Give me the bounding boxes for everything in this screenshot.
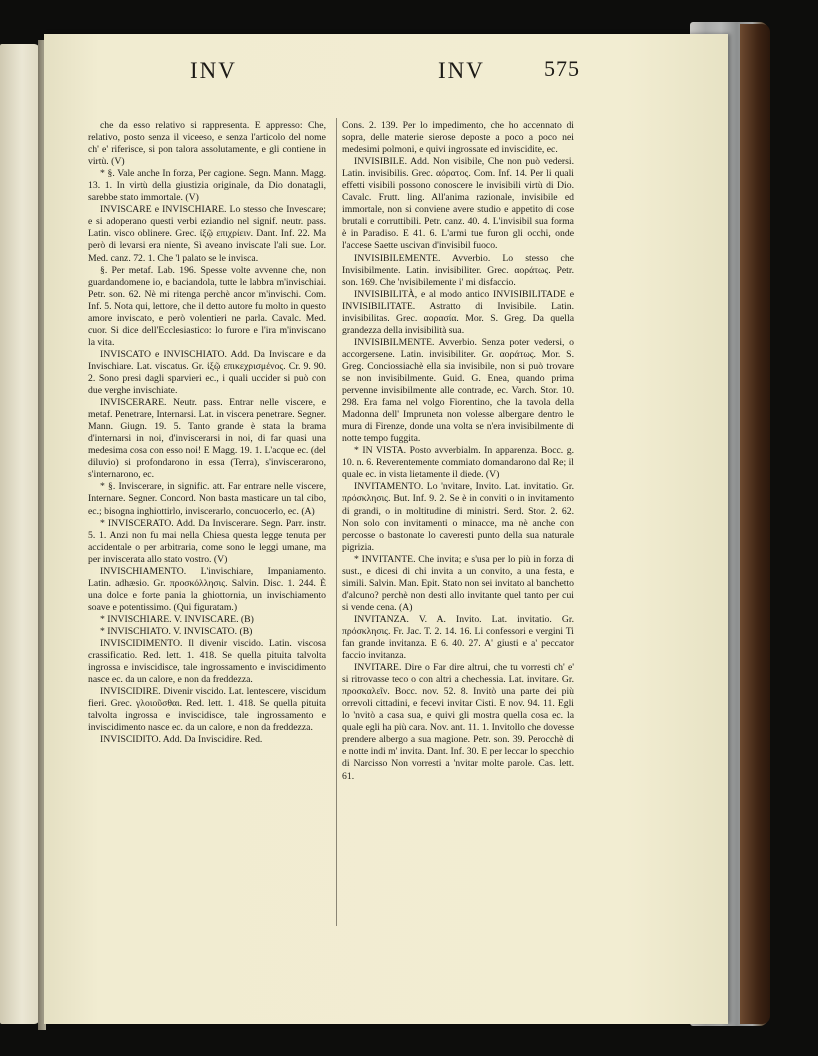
page-number: 575	[544, 56, 580, 81]
running-head-left: INV	[190, 58, 237, 83]
dictionary-entry: INVITAMENTO. Lo 'nvitare, Invito. Lat. invitatio. Gr. πρόσκλησις. But. Inf. 9. 2. Se è in conviti o in invitamento di grandi, o in moltitudine di ministri. Serd. Stor. 2. 62. Non solo con invitamenti o minacce, ma nè anche con percosse o bastonate lo caveresti punto della sua naturale pigrizia.	[342, 481, 574, 553]
dictionary-entry: INVISCIDIMENTO. Il divenir viscido. Latin. viscosa crassificatio. Red. lett. 1. 418. Se quella pituita talvolta ingrossa e inviscidisce, tale ingrossamento e inviscidimento nasce ec. da un calore, e non da freddezza.	[88, 638, 326, 686]
dictionary-entry: * INVITANTE. Che invita; e s'usa per lo più in forza di sust., e dicesi di chi invita a un convito, a una festa, e simili. Salvin. Man. Epit. Stato non sei invitato al banchetto d'alcuno? perchè non desti allo invitante quel tanto per cui si vende cena. (A)	[342, 553, 574, 613]
dictionary-entry: INVISCIDIRE. Divenir viscido. Lat. lentescere, viscidum fieri. Grec. γλοιοῦσθαι. Red. lett. 1. 418. Se quella pituita talvolta ingrossa e inviscidisce, tale ingrossamento e inviscidimento nasce ec. da un calore, e non da freddezza.	[88, 686, 326, 734]
column-rule	[336, 118, 337, 926]
dictionary-entry: INVITARE. Dire o Far dire altrui, che tu vorresti ch' e' si ritrovasse teco o con altri a chechessia. Lat. invitare. Gr. προσκαλεῖν. Bocc. nov. 52. 8. Invitò una parte dei più orrevoli cittadini, e fecevi invitar Cisti. E nov. 94. 11. Egli lo 'nvitò a casa sua, e quivi gli mostra quella cosa ec. la quale egli ha più cara. Nov. ant. 11. 1. Invitollo che dovesse prendere albergo a sua magione. Petr. son. 39. Perocchè di e notte indi m' invita. Dant. Inf. 30. E per leccar lo specchio di Narcisso Non vorresti a 'nvitar molte parole. Cas. lett. 61.	[342, 662, 574, 782]
dictionary-entry: * INVISCHIARE. V. INVISCARE. (B)	[100, 613, 254, 625]
dictionary-entry: INVISCHIAMENTO. L'invischiare, Impaniamento. Latin. adhæsio. Gr. προσκόλλησις. Salvin. Disc. 1. 244. È una dolce e forte pania la ghiottornia, un invischiamento soave e potentissimo. (Qui figuratam.)	[88, 565, 326, 613]
dictionary-entry: INVISCARE e INVISCHIARE. Lo stesso che Invescare; e si adoperano questi verbi eziandio nel signif. neutr. pass. Latin. visco oblinere. Grec. ἰξῷ επιχρίειν. Dant. Inf. 22. Ma però di levarsi era niente, Sì aveano inviscate l'ali sue. Lor. Med. canz. 72. 1. Che 'l palato se le invisca.	[88, 204, 326, 264]
dictionary-entry: INVISIBILEMENTE. Avverbio. Lo stesso che Invisibilmente. Latin. invisibiliter. Grec. αοράτως. Petr. son. 169. Che 'nvisibilemente i' mi disfaccio.	[342, 252, 574, 288]
dictionary-entry: Cons. 2. 139. Per lo impedimento, che ho accennato di sopra, delle materie sierose deposte a poco a poco nei medesimi polmoni, e quivi ingrossate ed inviscidite, ec.	[342, 120, 574, 156]
right-column	[342, 120, 574, 940]
dictionary-entry: INVISCIDITO. Add. Da Inviscidire. Red.	[100, 734, 263, 746]
left-column	[88, 120, 326, 940]
book-cover	[740, 24, 770, 1024]
dictionary-entry: INVISCATO e INVISCHIATO. Add. Da Inviscare e da Invischiare. Lat. viscatus. Gr. ἰξῷ επικεχρισμένος. Cr. 9. 90. 2. Sono presi dagli sparvieri ec., i quali uccider si può con due verghe invischiate.	[88, 348, 326, 397]
running-head-right: INV	[438, 58, 485, 83]
dictionary-entry: INVITANZA. V. A. Invito. Lat. invitatio. Gr. πρόσκλησις. Fr. Jac. T. 2. 14. 16. Li confessori e vergini Ti fan grande invitanza. E 6. 40. 27. A' giusti e a' peccator faccio invitanza.	[342, 613, 574, 662]
dictionary-entry: §. Per metaf. Lab. 196. Spesse volte avvenne che, non guardandomene io, e baciandola, tutte le labbra m'invischiai. Petr. son. 62. Nè mi ritenga perchè ancor m'invischi. Com. Inf. 5. Nota qui, lettore, che il detto autore fu molto in questo amore inviscato, e però volentieri ne parla. Cavalc. Med. cuor. Si dice dell'Ecclesiastico: lo furore e l'ira m'inviscano la vita.	[88, 264, 326, 348]
dictionary-entry: * IN VISTA. Posto avverbialm. In apparenza. Bocc. g. 10. n. 6. Reverentemente commiato domandarono dal Re; il quale ec. in vista lietamente il diede. (V)	[342, 445, 574, 481]
dictionary-entry: INVISIBILMENTE. Avverbio. Senza poter vedersi, o accorgersene. Latin. invisibiliter. Gr. αοράτως. Mor. S. Greg. Conciossiachè ella sia invisibile, non si può trovare se non invisibilmente. Guid. G. Enea, quando prima pervenne invisibilmente alle contrade, ec. Varch. Stor. 10. 298. Era fama nel volgo Fiorentino, che la tavola della Madonna dell' Impruneta non volesse albergare dentro le mura di Firenze, donde una volta se n'era invisibilmente di notte tempo fuggita.	[342, 336, 574, 445]
left-page-edge	[0, 44, 40, 1024]
dictionary-entry: INVISIBILITÀ, e al modo antico INVISIBILITADE e INVISIBILITATE. Astratto di Invisibile. Latin. invisibilitas. Grec. αορασία. Mor. S. Greg. Da quella grandezza della invisibilità sua.	[342, 288, 574, 336]
dictionary-entry: * INVISCHIATO. V. INVISCATO. (B)	[100, 625, 253, 637]
dictionary-entry: * INVISCERATO. Add. Da Inviscerare. Segn. Parr. instr. 5. 1. Anzi non fu mai nella Chiesa questa legge tenuta per accidentale o per arbitraria, come sono le leggi umane, ma per inviscerata allo stato vostro. (V)	[88, 517, 326, 565]
dictionary-entry: INVISCERARE. Neutr. pass. Entrar nelle viscere, e metaf. Penetrare, Internarsi. Lat. in viscera penetrare. Segner. Mann. Giugn. 19. 5. Tanto grande è stata la brama d'internarsi in noi, d'inviscerarsi in noi, di far quasi una medesima cosa con esso noi! E Magg. 19. 1. L'acque ec. (del diluvio) si profondarono in essa (Terra), s'inviscerarono, s'internarono, ec.	[88, 397, 326, 481]
dictionary-entry: INVISIBILE. Add. Non visibile, Che non può vedersi. Latin. invisibilis. Grec. αόρατος. Com. Inf. 14. Per li quali effetti visibili possono conoscere le invisibili virtù di Dio. Cavalc. Frutt. ling. All'anima razionale, invisibile ed immortale, non si conviene avere studio e appetito di cose brutali e corruttibili. Petr. canz. 40. 4. L'invisibil sua forma è in Paradiso. E 41. 6. L'armi tue furon gli occhi, onde l'accese Saette uscivan d'invisibil fuoco.	[342, 156, 574, 252]
dictionary-entry: * §. Inviscerare, in signific. att. Far entrare nelle viscere, Internare. Segner. Concord. Non basta masticare un tal cibo, ec.; bisogna inghiottirlo, inviscerarlo, concuocerlo, ec. (A)	[88, 481, 326, 517]
dictionary-entry: * §. Vale anche In forza, Per cagione. Segn. Mann. Magg. 13. 1. In virtù della giustizia originale, da Dio donatagli, sarebbe stato immortale. (V)	[88, 168, 326, 204]
dictionary-entry: che da esso relativo si rappresenta. E appresso: Che, relativo, posto senza il viceeso, e senza l'articolo del nome ch' e' riferisce, si pon talora assolutamente, e gli contiene in virtù. (V)	[88, 120, 326, 168]
